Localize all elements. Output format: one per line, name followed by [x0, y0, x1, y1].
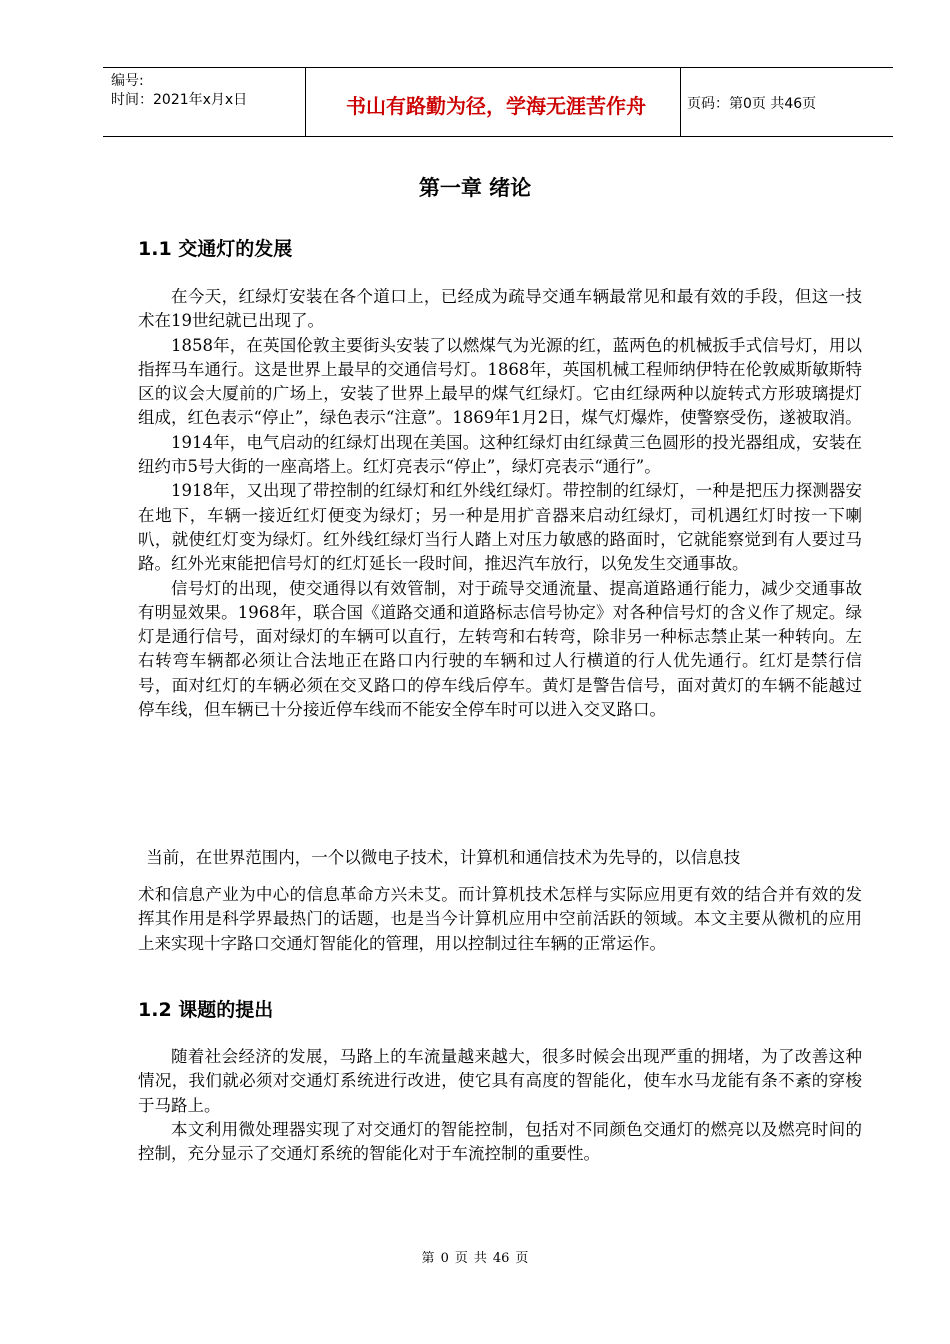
section-1-body	[138, 285, 862, 722]
paragraph-first-line: 当前，在世界范围内，一个以微电子技术，计算机和通信技术为先导的，以信息技	[146, 848, 741, 867]
header-page-label: 页码：第0页 共46页	[687, 96, 817, 112]
section-title: 1.2 课题的提出	[138, 999, 274, 1021]
footer-text: 共	[473, 1251, 487, 1266]
footer-text: 页	[454, 1251, 468, 1266]
paragraph: 术和信息产业为中心的信息革命方兴未艾。而计算机技术怎样与实际应用更有效的结合并有效的发挥其作用是科学界最热门的话题，也是当今计算机应用中空前活跃的领域。本文主要从微机的应用上来实现十字路口交通灯智能化的管理，用以控制过往车辆的正常运作。	[138, 885, 862, 953]
section-1-closing-rest	[138, 883, 862, 956]
section-1-closing	[138, 846, 862, 870]
paragraph: 1914年，电气启动的红绿灯出现在美国。这种红绿灯由红绿黄三色圆形的投光器组成，安装在纽约市5号大街的一座高塔上。红灯亮表示“停止”，绿灯亮表示“通行”。	[138, 432, 862, 477]
page-footer	[0, 1247, 950, 1266]
footer-total-pages: 46	[492, 1251, 510, 1266]
paragraph: 1918年，又出现了带控制的红绿灯和红外线红绿灯。带控制的红绿灯，一种是把压力探测器安在地下，车辆一接近红灯便变为绿灯；另一种是用扩音器来启动红绿灯，司机遇红灯时按一下喇叭，就使红灯变为绿灯。红外线红绿灯当行人踏上对压力敏感的路面时，它就能察觉到有人要过马路。红外光束能把信号灯的红灯延长一段时间，推迟汽车放行，以免发生交通事故。	[138, 481, 862, 574]
footer-text: 页	[515, 1251, 529, 1266]
paragraph: 1858年，在英国伦敦主要街头安装了以燃煤气为光源的红，蓝两色的机械扳手式信号灯，用以指挥马车通行。这是世界上最早的交通信号灯。1868年，英国机械工程师纳伊特在伦敦威斯敏斯特区的议会大厦前的广场上，安装了世界上最早的煤气红绿灯。它由红绿两种以旋转式方形玻璃提灯组成，红色表示“停止”，绿色表示“注意”。1869年1月2日，煤气灯爆炸，使警察受伤，遂被取消。	[138, 335, 862, 428]
paragraph: 在今天，红绿灯安装在各个道口上，已经成为疏导交通车辆最常见和最有效的手段，但这一技术在19世纪就已出现了。	[138, 287, 862, 331]
header-motto: 书山有路勤为径，学海无涯苦作舟	[346, 94, 646, 118]
section-2-body	[138, 1045, 862, 1166]
header-info	[111, 72, 247, 110]
paragraph: 信号灯的出现，使交通得以有效管制，对于疏导交通流量、提高道路通行能力，减少交通事故有明显效果。1968年，联合国《道路交通和道路标志信号协定》对各种信号灯的含义作了规定。绿灯是通行信号，面对绿灯的车辆可以直行，左转弯和右转弯，除非另一种标志禁止某一种转向。左右转弯车辆都必须让合法地正在路口内行驶的车辆和过人行横道的行人优先通行。红灯是禁行信号，面对红灯的车辆必须在交叉路口的停车线后停车。黄灯是警告信号，面对黄灯的车辆不能越过停车线，但车辆已十分接近停车线而不能安全停车时可以进入交叉路口。	[138, 578, 862, 720]
header-time-label: 时间：2021年x月x日	[111, 92, 248, 108]
footer-page-number: 0	[440, 1251, 449, 1266]
footer-text: 第	[421, 1251, 435, 1266]
paragraph: 本文利用微处理器实现了对交通灯的智能控制，包括对不同颜色交通灯的燃亮以及燃亮时间的控制，充分显示了交通灯系统的智能化对于车流控制的重要性。	[138, 1119, 862, 1164]
page-header	[103, 67, 893, 137]
paragraph: 随着社会经济的发展，马路上的车流量越来越大，很多时候会出现严重的拥堵，为了改善这种情况，我们就必须对交通灯系统进行改进，使它具有高度的智能化，使车水马龙能有条不紊的穿梭于马路上。	[138, 1047, 862, 1115]
header-number-label: 编号:	[111, 73, 144, 89]
header-divider	[305, 68, 306, 136]
section-title: 1.1 交通灯的发展	[138, 238, 293, 260]
header-divider	[680, 68, 681, 136]
chapter-title: 第一章 绪论	[418, 176, 532, 200]
